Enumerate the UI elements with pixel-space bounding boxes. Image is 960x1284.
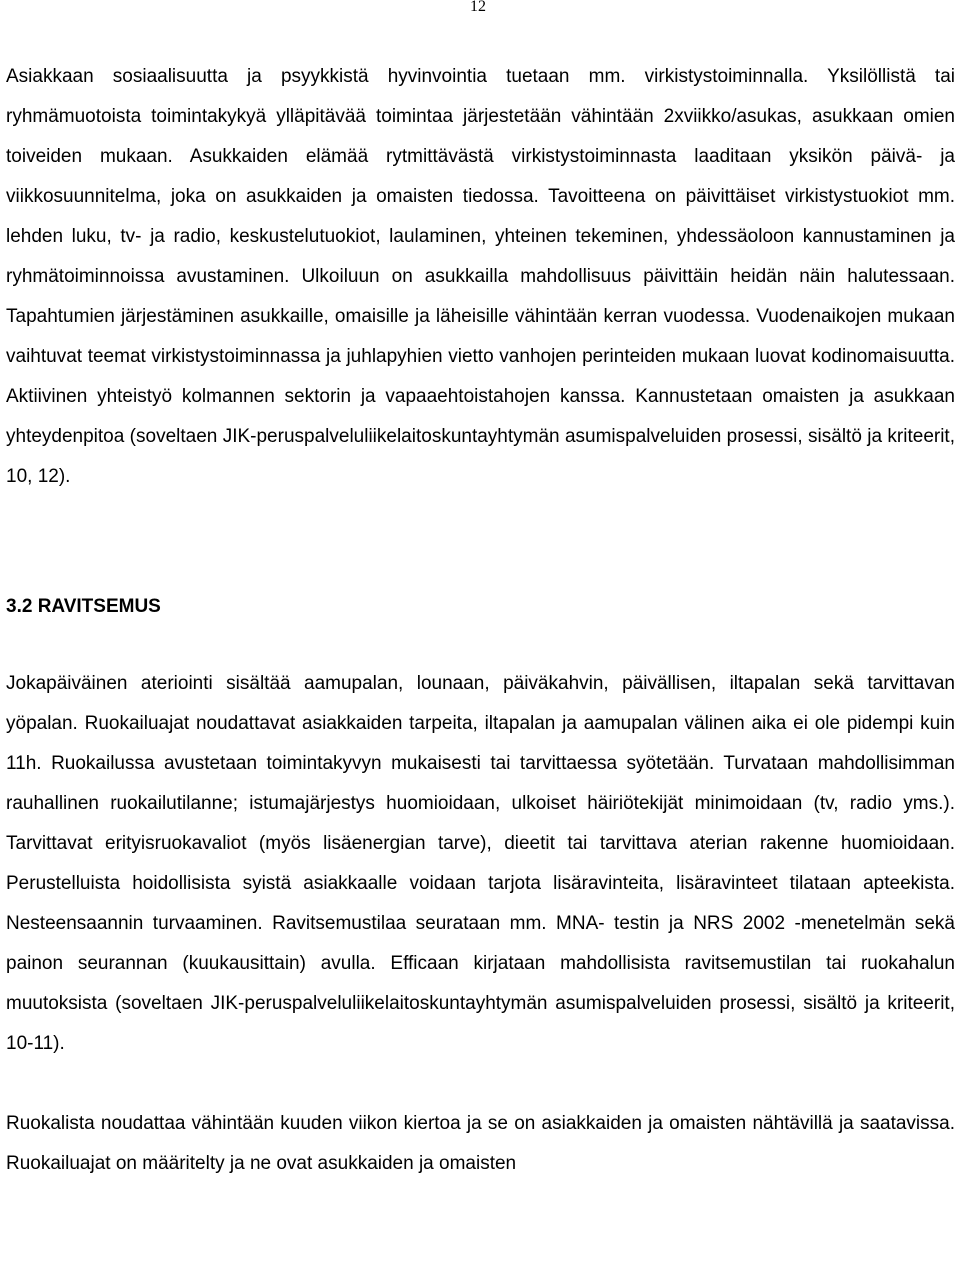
paragraph-menu: Ruokalista noudattaa vähintään kuuden viikon kiertoa ja se on asiakkaiden ja omaisten nähtävillä ja saatavissa. Ruokailuajat on määritelty ja ne ovat asukkaiden ja omaisten: [6, 1113, 955, 1174]
page-number: 12: [470, 0, 486, 15]
section-heading-nutrition: 3.2 RAVITSEMUS: [6, 596, 161, 617]
document-body: [6, 57, 955, 1184]
paragraph-recreation: Asiakkaan sosiaalisuutta ja psyykkistä hyvinvointia tuetaan mm. virkistystoiminnalla. Yksilöllistä tai ryhmämuotoista toimintakykyä ylläpitävää toimintaa järjestetään vähintään 2xviikko/asukas, asukkaan omien toiveiden mukaan. Asukkaiden elämää rytmittävästä virkistystoiminnasta laaditaan yksikön päivä- ja viikkosuunnitelma, joka on asukkaiden ja omaisten tiedossa. Tavoitteena on päivittäiset virkistystuokiot mm. lehden luku, tv- ja radio, keskustelutuokiot, laulaminen, yhteinen tekeminen, yhdessäoloon kannustaminen ja ryhmätoiminnoissa avustaminen. Ulkoiluun on asukkailla mahdollisuus päivittäin heidän näin halutessaan. Tapahtumien järjestäminen asukkaille, omaisille ja läheisille vähintään kerran vuodessa. Vuodenaikojen mukaan vaihtuvat teemat virkistystoiminnassa ja juhlapyhien vietto vanhojen perinteiden mukaan luovat kodinomaisuutta. Aktiivinen yhteistyö kolmannen sektorin ja vapaaehtoistahojen kanssa. Kannustetaan omaisten ja asukkaan yhteydenpitoa (soveltaen JIK-peruspalveluliikelaitoskuntayhtymän asumispalveluiden prosessi, sisältö ja kriteerit, 10, 12).: [6, 66, 955, 487]
paragraph-nutrition: Jokapäiväinen ateriointi sisältää aamupalan, lounaan, päiväkahvin, päivällisen, iltapalan sekä tarvittavan yöpalan. Ruokailuajat noudattavat asiakkaiden tarpeita, iltapalan ja aamupalan välinen aika ei ole pidempi kuin 11h. Ruokailussa avustetaan toimintakyvyn mukaisesti tai tarvittaessa syötetään. Turvataan mahdollisimman rauhallinen ruokailutilanne; istumajärjestys huomioidaan, ulkoiset häiriötekijät minimoidaan (tv, radio yms.). Tarvittavat erityisruokavaliot (myös lisäenergian tarve), dieetit tai tarvittava aterian rakenne huomioidaan. Perustelluista hoidollisista syistä asiakkaalle voidaan tarjota lisäravinteita, lisäravinteet tilataan apteekista. Nesteensaannin turvaaminen. Ravitsemustilaa seurataan mm. MNA- testin ja NRS 2002 -menetelmän sekä painon seurannan (kuukausittain) avulla. Efficaan kirjataan mahdollisista ravitsemustilan tai ruokahalun muutoksista (soveltaen JIK-peruspalveluliikelaitoskuntayhtymän asumispalveluiden prosessi, sisältö ja kriteerit, 10-11).: [6, 673, 955, 1054]
